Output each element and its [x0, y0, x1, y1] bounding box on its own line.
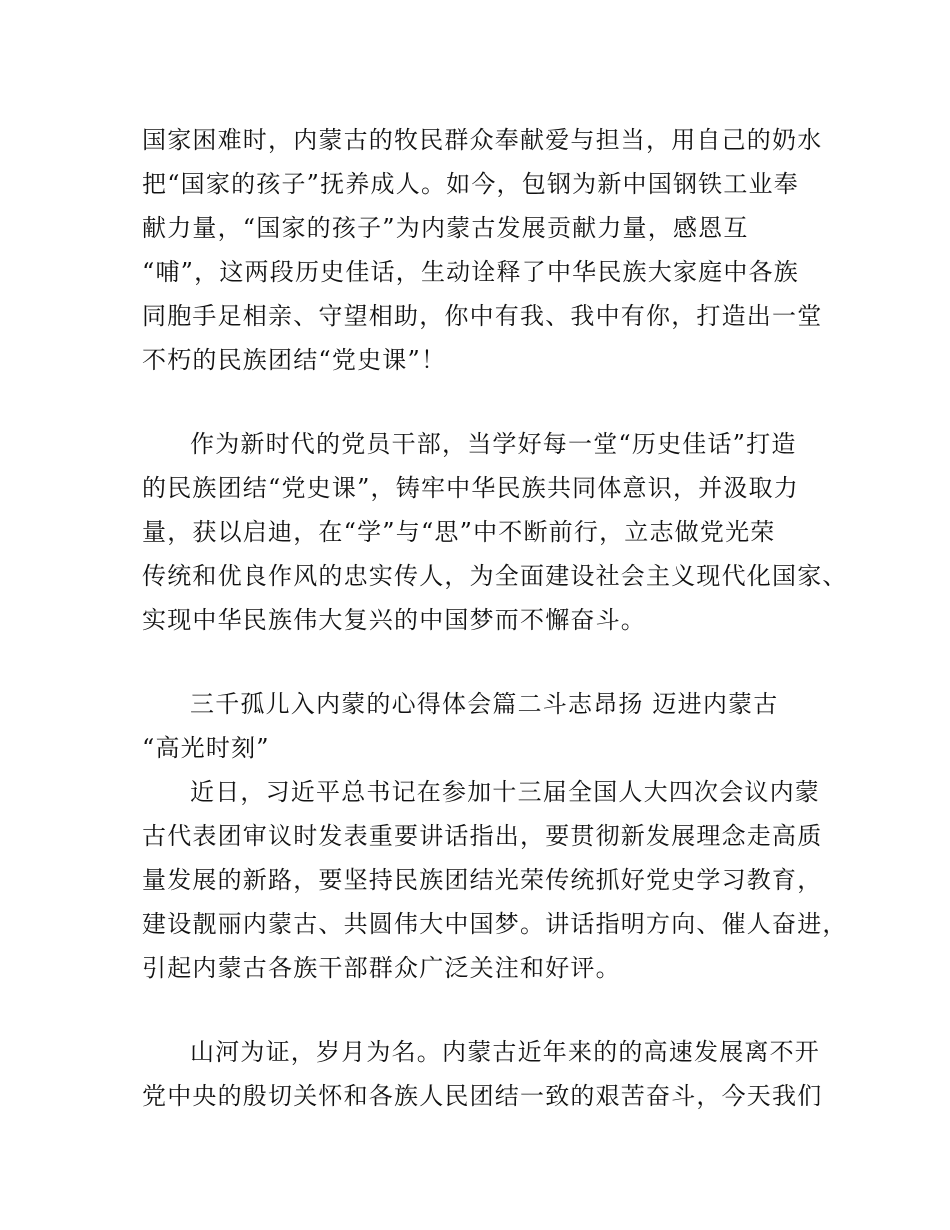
paragraph-2-line-3: 量，获以启迪，在“学”与“思”中不断前行，立志做党光荣	[142, 518, 776, 546]
paragraph-1-line-1: 国家困难时，内蒙古的牧民群众奉献爱与担当，用自己的奶水	[142, 126, 823, 154]
paragraph-5-line-2: 党中央的殷切关怀和各族人民团结一致的艰苦奋斗，今天我们	[142, 1082, 823, 1110]
paragraph-1-line-6: 不朽的民族团结“党史课”！	[142, 346, 447, 374]
paragraph-2-line-1: 作为新时代的党员干部，当学好每一堂“历史佳话”打造	[190, 430, 797, 458]
paragraph-4-line-2: 古代表团审议时发表重要讲话指出，要贯彻新发展理念走高质	[142, 822, 823, 850]
paragraph-5-line-1: 山河为证，岁月为名。内蒙古近年来的的高速发展离不开	[190, 1038, 820, 1066]
paragraph-1-line-5: 同胞手足相亲、守望相助，你中有我、我中有你，打造出一堂	[142, 302, 823, 330]
paragraph-2-line-5: 实现中华民族伟大复兴的中国梦而不懈奋斗。	[142, 606, 646, 634]
paragraph-4-line-1: 近日，习近平总书记在参加十三届全国人大四次会议内蒙	[190, 778, 820, 806]
paragraph-2-line-2: 的民族团结“党史课”，铸牢中华民族共同体意识，并汲取力	[142, 474, 799, 502]
paragraph-1-line-2: 把“国家的孩子”抚养成人。如今，包钢为新中国钢铁工业奉	[142, 170, 799, 198]
section-heading-line-2: “高光时刻”	[142, 734, 270, 762]
paragraph-1-line-3: 献力量，“国家的孩子”为内蒙古发展贡献力量，感恩互	[142, 214, 749, 242]
paragraph-4-line-3: 量发展的新路，要坚持民族团结光荣传统抓好党史学习教育，	[142, 866, 823, 894]
paragraph-4-line-4: 建设靓丽内蒙古、共圆伟大中国梦。讲话指明方向、催人奋进，	[142, 910, 848, 938]
paragraph-4-line-5: 引起内蒙古各族干部群众广泛关注和好评。	[142, 954, 621, 982]
paragraph-1-line-4: “哺”，这两段历史佳话，生动诠释了中华民族大家庭中各族	[142, 258, 799, 286]
section-heading-line-1: 三千孤儿入内蒙的心得体会篇二斗志昂扬 迈进内蒙古	[190, 690, 779, 718]
paragraph-2-line-4: 传统和优良作风的忠实传人，为全面建设社会主义现代化国家、	[142, 562, 848, 590]
